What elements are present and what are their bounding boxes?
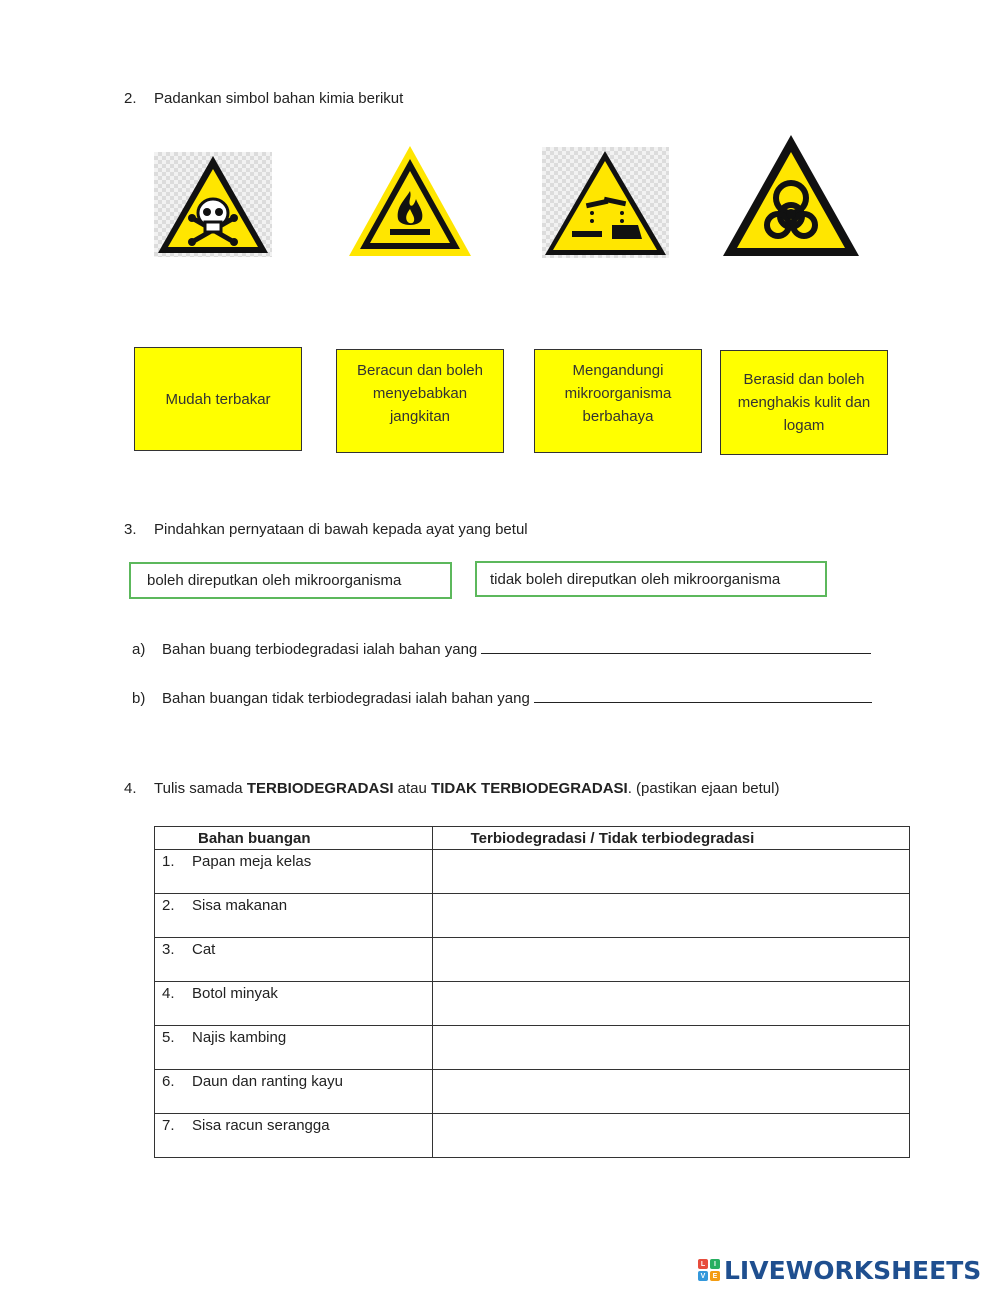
corrosive-icon: [542, 147, 669, 258]
answer-cell-6[interactable]: [432, 1070, 909, 1114]
q4-title: 4. Tulis samada TERBIODEGRADASI atau TIDAK TERBIODEGRADASI. (pastikan ejaan betul): [124, 780, 780, 797]
corrosive-sign[interactable]: [542, 147, 669, 258]
answer-cell-7[interactable]: [432, 1114, 909, 1158]
answer-cell-3[interactable]: [432, 938, 909, 982]
table-row: 4. Botol minyak: [155, 982, 910, 1026]
biohazard-sign[interactable]: [720, 132, 862, 260]
answer-cell-4[interactable]: [432, 982, 909, 1026]
header-terbiodegradasi: Terbiodegradasi / Tidak terbiodegradasi: [432, 827, 909, 850]
label-box-corrosive[interactable]: Berasid dan boleh menghakis kulit dan logam: [720, 350, 888, 455]
answer-cell-5[interactable]: [432, 1026, 909, 1070]
answer-cell-2[interactable]: [432, 894, 909, 938]
table-row: 1. Papan meja kelas: [155, 850, 910, 894]
biohazard-icon: [720, 132, 862, 260]
answer-blank-a[interactable]: [481, 639, 871, 654]
sentence-a: a) Bahan buang terbiodegradasi ialah bahan yang: [132, 639, 871, 658]
sentence-b: b) Bahan buangan tidak terbiodegradasi ialah bahan yang: [132, 688, 872, 707]
header-bahan-buangan: Bahan buangan: [155, 827, 433, 850]
table-header-row: [155, 827, 910, 850]
live-blocks-icon: L I V E: [698, 1259, 720, 1281]
q2-title: 2. Padankan simbol bahan kimia berikut: [124, 90, 404, 107]
flame-icon: [346, 143, 474, 261]
table-row: 3. Cat: [155, 938, 910, 982]
label-box-toxic[interactable]: Beracun dan boleh menyebabkan jangkitan: [336, 349, 504, 453]
table-row: 2. Sisa makanan: [155, 894, 910, 938]
answer-cell-1[interactable]: [432, 850, 909, 894]
option-non-biodegradable[interactable]: tidak boleh direputkan oleh mikroorganisma: [475, 561, 827, 597]
table-row: 5. Najis kambing: [155, 1026, 910, 1070]
answer-blank-b[interactable]: [534, 688, 872, 703]
liveworksheets-logo: L I V E LIVEWORKSHEETS: [698, 1255, 981, 1285]
option-biodegradable[interactable]: boleh direputkan oleh mikroorganisma: [129, 562, 452, 599]
label-box-flammable[interactable]: Mudah terbakar: [134, 347, 302, 451]
table-row: 6. Daun dan ranting kayu: [155, 1070, 910, 1114]
skull-crossbones-icon: [154, 152, 272, 257]
table-row: 7. Sisa racun serangga: [155, 1114, 910, 1158]
label-box-biohazard[interactable]: Mengandungi mikroorganisma berbahaya: [534, 349, 702, 453]
toxic-sign[interactable]: [154, 152, 272, 257]
q3-title: 3. Pindahkan pernyataan di bawah kepada ayat yang betul: [124, 521, 528, 538]
classification-table: [154, 826, 910, 1158]
flammable-sign[interactable]: [346, 143, 474, 261]
